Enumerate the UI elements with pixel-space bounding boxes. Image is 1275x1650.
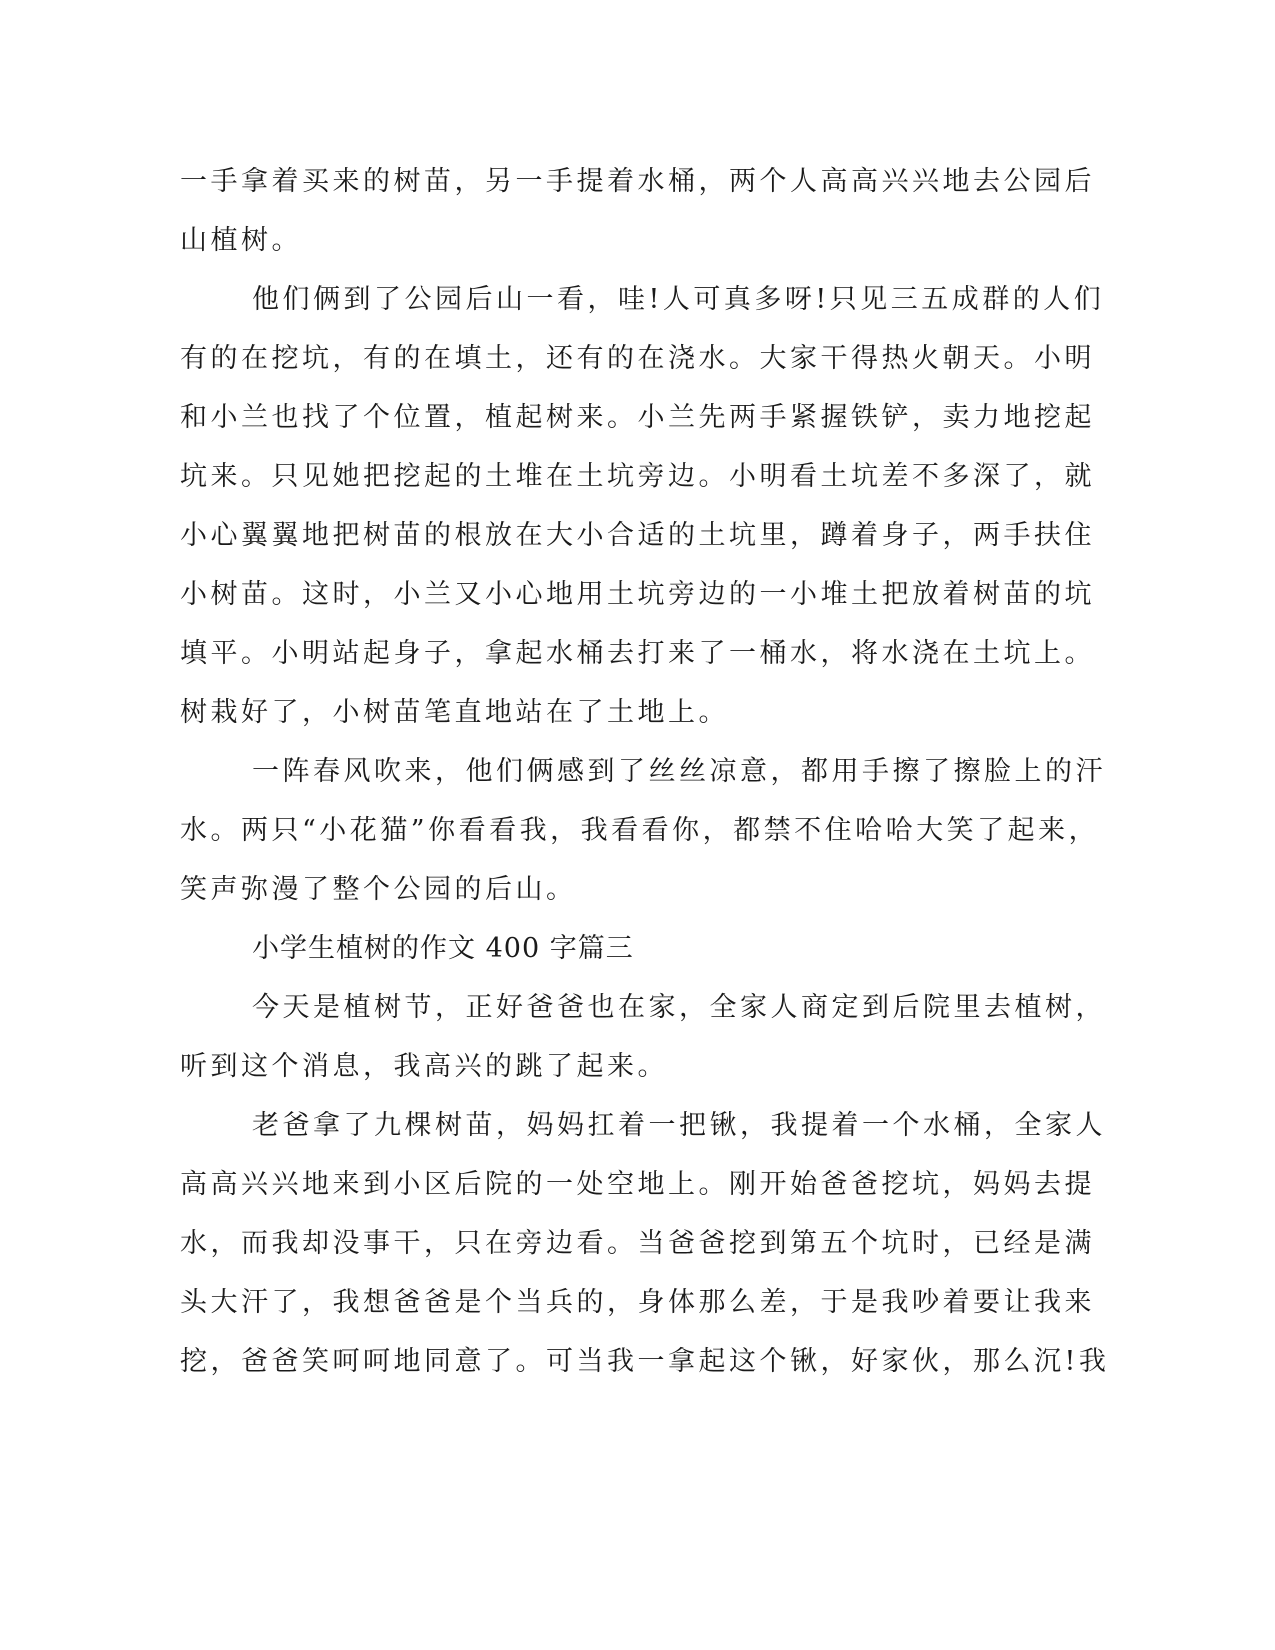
text-line: 一阵春风吹来，他们俩感到了丝丝凉意，都用手擦了擦脸上的汗 (252, 756, 1106, 787)
text-line: 小树苗。这时，小兰又小心地用土坑旁边的一小堆土把放着树苗的坑 (180, 579, 1095, 610)
text-line: 填平。小明站起身子，拿起水桶去打来了一桶水，将水浇在土坑上。 (180, 638, 1095, 669)
text-line: 水，而我却没事干，只在旁边看。当爸爸挖到第五个坑时，已经是满 (180, 1228, 1095, 1259)
text-line: 树栽好了，小树苗笔直地站在了土地上。 (180, 697, 729, 728)
text-line: 他们俩到了公园后山一看，哇!人可真多呀!只见三五成群的人们 (252, 284, 1105, 315)
text-line: 坑来。只见她把挖起的土堆在土坑旁边。小明看土坑差不多深了，就 (180, 461, 1095, 492)
text-line: 水。两只“小花猫”你看看我，我看看你，都禁不住哈哈大笑了起来， (180, 815, 1100, 846)
text-line: 挖，爸爸笑呵呵地同意了。可当我一拿起这个锹，好家伙，那么沉!我 (180, 1346, 1110, 1377)
text-line: 一手拿着买来的树苗，另一手提着水桶，两个人高高兴兴地去公园后 (180, 166, 1095, 197)
text-line: 老爸拿了九棵树苗，妈妈扛着一把锹，我提着一个水桶，全家人 (252, 1110, 1106, 1141)
text-line: 今天是植树节，正好爸爸也在家，全家人商定到后院里去植树， (252, 992, 1106, 1023)
text-line: 高高兴兴地来到小区后院的一处空地上。刚开始爸爸挖坑，妈妈去提 (180, 1169, 1095, 1200)
text-line: 笑声弥漫了整个公园的后山。 (180, 874, 577, 905)
text-line: 山植树。 (180, 225, 302, 256)
text-line: 听到这个消息，我高兴的跳了起来。 (180, 1051, 668, 1082)
text-line: 有的在挖坑，有的在填土，还有的在浇水。大家干得热火朝天。小明 (180, 343, 1095, 374)
text-line: 和小兰也找了个位置，植起树来。小兰先两手紧握铁铲，卖力地挖起 (180, 402, 1095, 433)
section-heading: 小学生植树的作文 400 字篇三 (252, 933, 634, 964)
text-line: 头大汗了，我想爸爸是个当兵的，身体那么差，于是我吵着要让我来 (180, 1287, 1095, 1318)
text-line: 小心翼翼地把树苗的根放在大小合适的土坑里，蹲着身子，两手扶住 (180, 520, 1095, 551)
